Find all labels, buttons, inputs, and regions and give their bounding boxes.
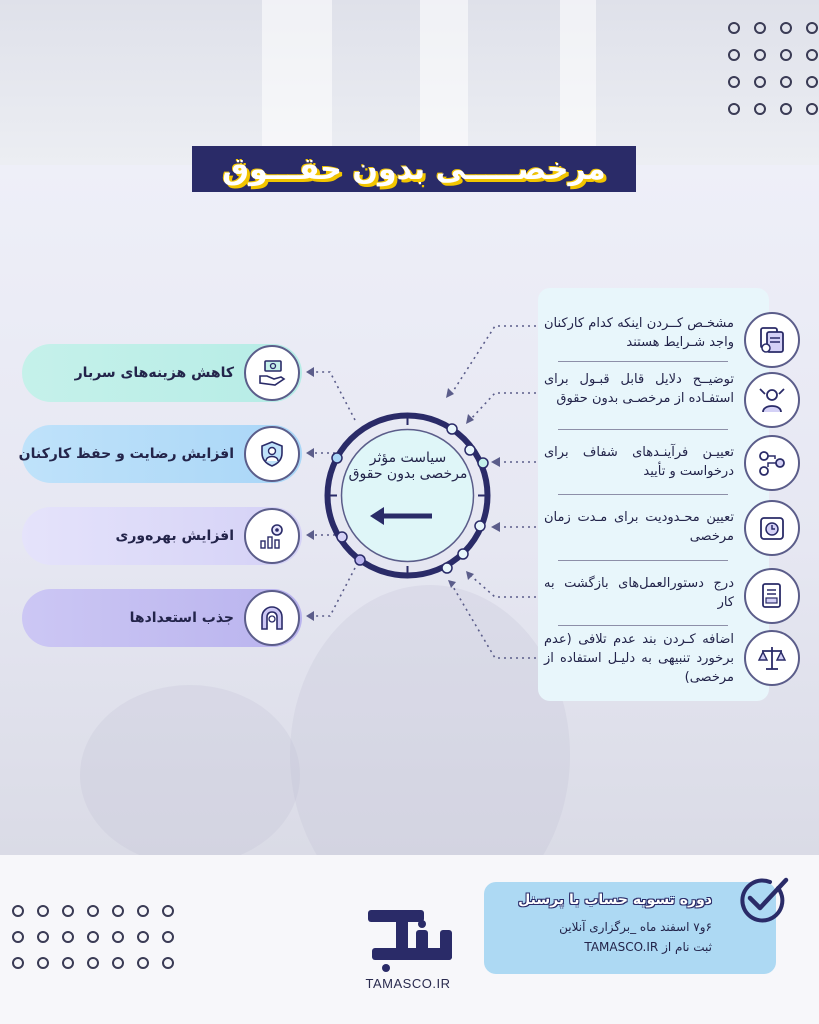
course-card[interactable] xyxy=(484,882,776,974)
step-text: تعیین محـدودیت برای مـدت زمان مرخصی xyxy=(544,510,734,544)
check-circle-icon xyxy=(734,874,790,924)
benefit-icon-circle xyxy=(244,590,300,646)
step-item xyxy=(538,630,800,696)
workflow-icon xyxy=(757,448,787,478)
benefit-pill xyxy=(22,507,302,565)
step-text: توضیــح دلایل قابل قبـول برای استفـاده از مرخصـی بدون حقوق xyxy=(544,372,734,406)
benefit-text: کاهش هزینه‌های سربار xyxy=(74,365,234,381)
benefit-pill xyxy=(18,425,302,483)
document-edit-icon xyxy=(757,581,787,611)
center-clock xyxy=(320,408,495,583)
step-item xyxy=(538,367,800,433)
benefit-icon-circle xyxy=(244,508,300,564)
step-icon-circle xyxy=(744,435,800,491)
step-text: درج دستورالعمل‌های بازگشت به کار xyxy=(544,576,734,610)
step-icon-circle xyxy=(744,630,800,686)
course-register: ثبت نام از TAMASCO.IR xyxy=(584,940,712,954)
step-item xyxy=(538,308,800,374)
benefit-text: افزایش رضایت و حفظ کارکنان xyxy=(18,446,234,462)
benefit-icon-circle xyxy=(244,426,300,482)
productivity-gear-icon xyxy=(257,521,287,551)
documents-icon xyxy=(757,325,787,355)
benefit-pill xyxy=(22,344,302,402)
money-hand-icon xyxy=(257,358,287,388)
benefit-text: افزایش بهره‌وری xyxy=(115,528,234,544)
step-icon-circle xyxy=(744,372,800,428)
talent-magnet-icon xyxy=(257,603,287,633)
page-title xyxy=(192,146,636,192)
benefit-icon-circle xyxy=(244,345,300,401)
benefit-text: جذب استعدادها xyxy=(129,610,234,626)
page-title-text: مرخصـــــی بدون حقـــوق xyxy=(222,151,606,187)
benefit-pill xyxy=(22,589,302,647)
logo-text: TAMASCO.IR xyxy=(365,976,451,991)
scales-icon xyxy=(757,643,787,673)
employee-tools-icon xyxy=(757,385,787,415)
step-item xyxy=(538,435,800,501)
step-text: اضافه کـردن بند عدم تلافی (عدم برخورد تنبیهی به دلیـل استفاده از مرخصی) xyxy=(544,632,734,685)
step-item xyxy=(538,500,800,566)
decor-dots-top xyxy=(728,22,818,115)
step-icon-circle xyxy=(744,500,800,556)
step-item xyxy=(538,566,800,632)
course-date: ۶و۷ اسفند ماه _برگزاری آنلاین xyxy=(559,920,712,934)
step-text: تعییـن فرآینـدهای شفاف برای درخواست و تأیید xyxy=(544,445,734,479)
center-label: سیاست مؤثر مرخصی بدون حقوق xyxy=(348,450,468,482)
clock-settings-icon xyxy=(757,513,787,543)
background-top xyxy=(0,0,819,165)
employee-shield-icon xyxy=(257,439,287,469)
decor-dots-bottom xyxy=(12,905,174,969)
step-text: مشخـص کــردن اینکه کدام کارکنان واجد شـرایط هستند xyxy=(544,316,734,350)
step-icon-circle xyxy=(744,568,800,624)
step-icon-circle xyxy=(744,312,800,368)
course-title: دوره تسویه حساب با پرسنل xyxy=(518,892,712,908)
